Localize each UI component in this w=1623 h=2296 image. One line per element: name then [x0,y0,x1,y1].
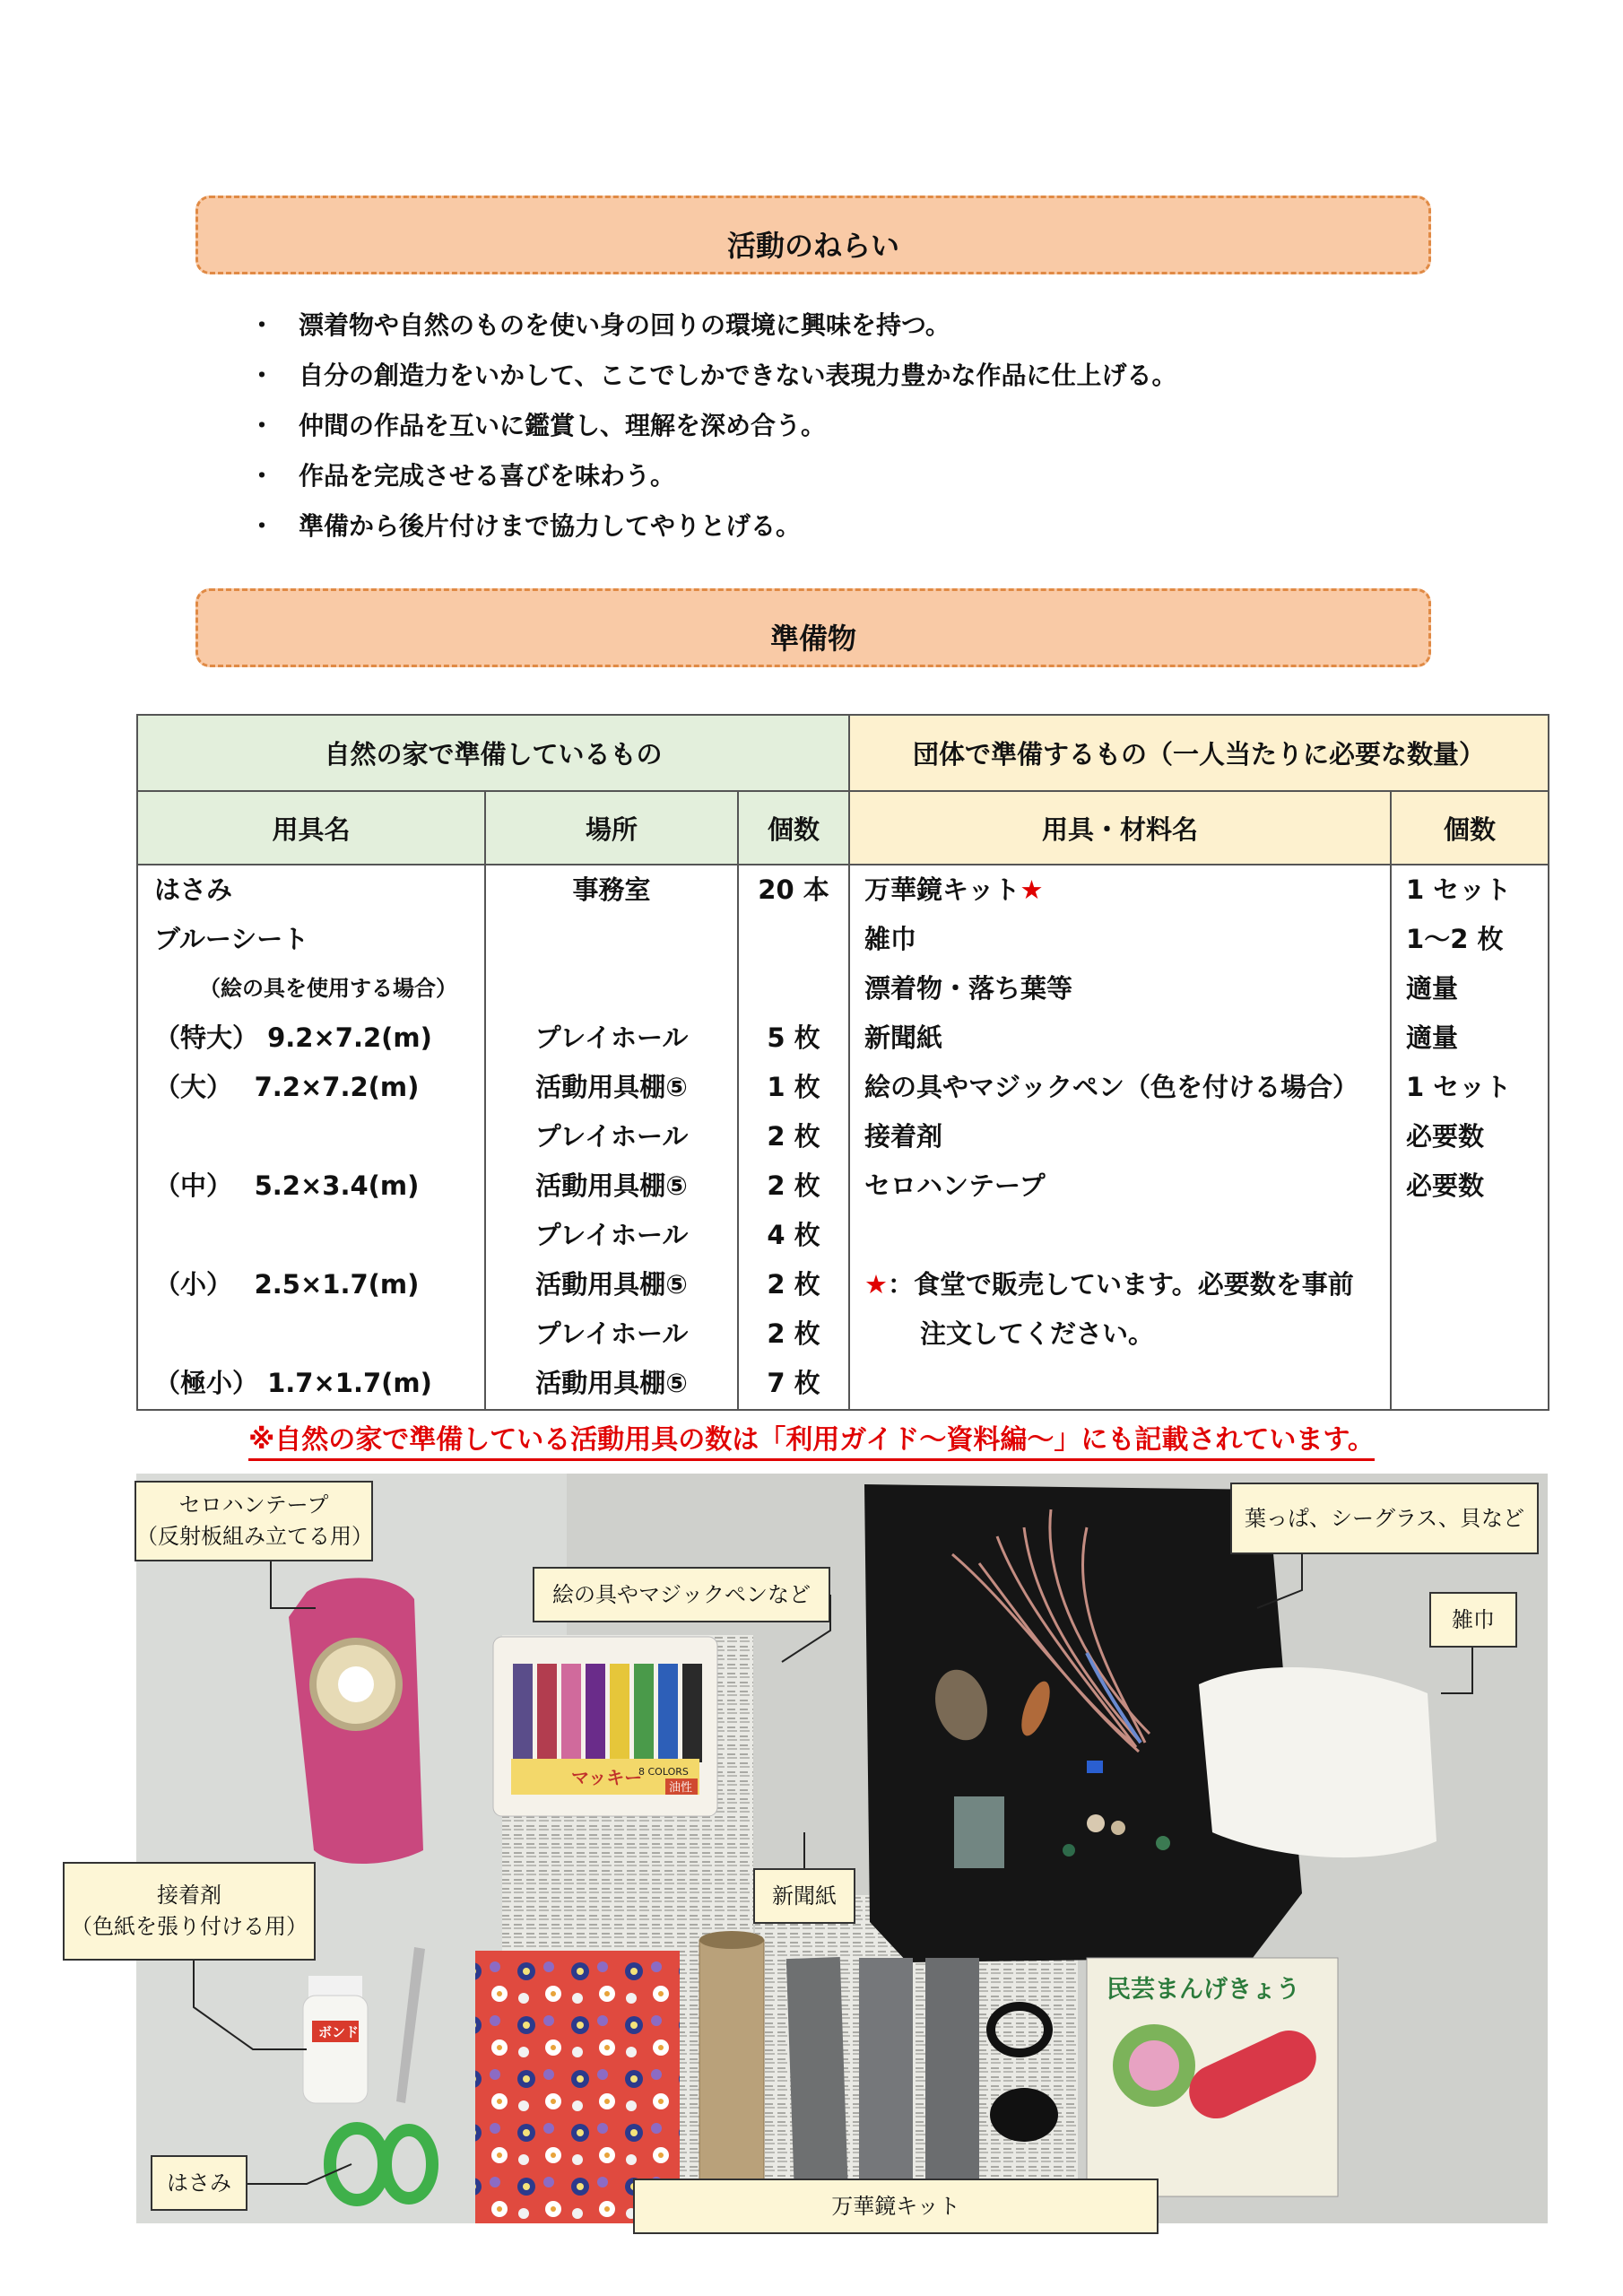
material-name: セロハンテープ [864,1170,1046,1201]
label-glue-line1: 接着剤 [157,1883,221,1909]
material-count: 必要数 [1406,1121,1485,1152]
col-material-name: 用具・材料名 [849,791,1391,865]
material-name [864,865,1390,915]
aim-item [249,501,1176,552]
label-newspaper [753,1868,855,1924]
material-name: 絵の具やマジックペン（色を付ける場合） [864,1072,1359,1102]
tool-place: プレイホール [534,1022,689,1053]
bullet: ・ [249,310,275,340]
tool-place: プレイホール [534,1318,689,1349]
label-leaves-text: 葉っぱ、シーグラス、貝など [1245,1505,1524,1531]
aim-text: 作品を完成させる喜びを味わう。 [299,461,676,491]
tool-count [739,964,848,1013]
kit-box-title: 民芸まんげきょう [1107,1976,1300,2004]
tool-count: 2 枚 [767,1170,820,1201]
material-count: 適量 [1406,973,1459,1004]
tool-note: （絵の具を使用する場合） [199,976,457,1001]
aim-text: 仲間の作品を互いに鑑賞し、理解を深め合う。 [299,411,827,440]
label-newspaper-text: 新聞紙 [772,1883,837,1909]
tool-count: 4 枚 [767,1220,820,1250]
aim-item [249,451,1176,501]
aim-item [249,351,1176,401]
marker-brand: マッキー [571,1767,643,1788]
tool-name-cell [137,865,485,1410]
tool-place [486,964,737,1013]
tool-name: （大） 7.2×7.2(m) [154,1072,420,1102]
label-cloth-text: 雑巾 [1452,1606,1495,1632]
aims-title-band [195,196,1431,274]
tool-count-cell [738,865,849,1410]
tool-place: 事務室 [572,874,651,905]
tool-count: 5 枚 [767,1022,820,1053]
aim-text: 準備から後片付けまで協力してやりとげる。 [299,511,802,541]
guide-notice-text: ※自然の家で準備している活動用具の数は「利用ガイド～資料編～」にも記載されています。 [248,1424,1375,1461]
tool-place: 活動用具棚⑤ [535,1072,688,1102]
label-glue [63,1862,316,1961]
marker-type: 油性 [669,1781,693,1795]
aims-list [249,300,1176,552]
left-table-header: 自然の家で準備しているもの [137,715,849,791]
glue-bottle [303,1996,368,2103]
material-name: 漂着物・落ち葉等 [864,973,1073,1004]
tool-name [154,1309,484,1359]
aims-title: 活動のねらい [726,229,899,263]
tool-place-cell [485,865,738,1410]
label-tape-line2: （反射板組み立てる用） [136,1524,373,1549]
tool-count: 7 枚 [767,1368,820,1398]
material-count: 1～2 枚 [1406,924,1504,954]
tool-name: ブルーシート [154,924,309,954]
label-leaves [1230,1483,1539,1554]
label-cellophane-tape [135,1481,373,1561]
label-paints [533,1567,830,1622]
tool-name: （特大） 9.2×7.2(m) [154,1022,432,1053]
tool-count [739,915,848,964]
tool-place: 活動用具棚⑤ [535,1269,688,1300]
bullet: ・ [249,511,275,541]
col-count: 個数 [738,791,849,865]
tool-place: 活動用具棚⑤ [535,1368,688,1398]
tool-count: 1 枚 [767,1072,820,1102]
label-glue-line2: （色紙を張り付ける用） [71,1914,308,1939]
material-name: 新聞紙 [864,1022,943,1053]
label-cloth [1429,1592,1517,1648]
guide-notice [0,1417,1623,1457]
star-mark: ★ [864,1269,889,1300]
material-name: 雑巾 [864,924,917,954]
bullet: ・ [249,411,275,440]
tool-place: プレイホール [534,1121,689,1152]
material-name-text: 万華鏡キット [864,874,1020,905]
order-note [864,1260,1390,1309]
label-kit-text: 万華鏡キット [831,2193,960,2219]
tool-count: 2 枚 [767,1269,820,1300]
tool-count: 2 枚 [767,1121,820,1152]
prep-title-band [195,588,1431,667]
tool-place: プレイホール [534,1220,689,1250]
aim-item [249,401,1176,451]
material-name: 接着剤 [864,1121,943,1152]
preparation-table [136,714,1549,1411]
bullet: ・ [249,461,275,491]
right-table-header: 団体で準備するもの（一人当たりに必要な数量） [849,715,1549,791]
materials-photo-illustration [136,1474,1548,2223]
prep-title: 準備物 [769,622,856,656]
tool-count: 2 枚 [767,1318,820,1349]
label-scissors-text: はさみ [167,2170,231,2196]
tool-place: 活動用具棚⑤ [535,1170,688,1201]
glue-brand: ボンド [318,2024,360,2040]
order-note-line2: 注文してください。 [920,1318,1155,1349]
materials-photo [71,1474,1548,2223]
col-name: 用具名 [137,791,485,865]
label-scissors [151,2155,247,2211]
material-count: 1 セット [1406,1072,1512,1102]
tool-name [154,1112,484,1161]
tool-name: （極小） 1.7×1.7(m) [154,1368,432,1398]
tool-name: （中） 5.2×3.4(m) [154,1170,420,1201]
cloth [1199,1667,1436,1857]
material-count: 必要数 [1406,1170,1485,1201]
col-material-count: 個数 [1391,791,1549,865]
material-count: 適量 [1406,1022,1459,1053]
tool-count: 20 本 [758,874,829,905]
bullet: ・ [249,361,275,390]
tool-name [154,1211,484,1260]
material-name-cell [849,865,1391,1410]
label-kit [633,2179,1159,2234]
col-place: 場所 [485,791,738,865]
label-tape-line1: セロハンテープ [178,1492,329,1518]
star-mark: ★ [1020,874,1044,905]
tool-name: はさみ [154,874,233,905]
aim-text: 自分の創造力をいかして、ここでしかできない表現力豊かな作品に仕上げる。 [299,361,1177,390]
material-count-cell [1391,865,1549,1410]
order-note-line1: ：食堂で販売しています。必要数を事前 [888,1269,1354,1300]
aim-item [249,300,1176,351]
label-paints-text: 絵の具やマジックペンなど [552,1581,811,1607]
marker-colors: 8 COLORS [638,1766,689,1778]
material-count: 1 セット [1406,874,1512,905]
aim-text: 漂着物や自然のものを使い身の回りの環境に興味を持つ。 [299,310,950,340]
tool-place [486,915,737,964]
tool-name: （小） 2.5×1.7(m) [154,1269,420,1300]
